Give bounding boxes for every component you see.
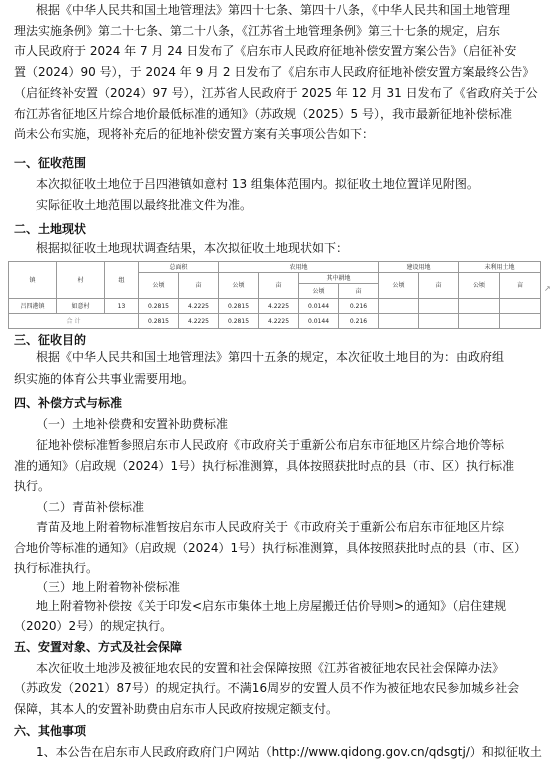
crop-compensation-line-3: 执行标准执行。 bbox=[14, 561, 99, 575]
intro-line-4: 置（2024）90 号），于 2024 年 9 月 2 日发布了《启东市人民政府征地补偿安置方案最终公告》 bbox=[14, 65, 535, 79]
table-row bbox=[9, 299, 541, 314]
purpose-line-2: 织实施的体育公共事业需要用地。 bbox=[14, 372, 195, 386]
cell-construction-ha bbox=[379, 299, 419, 314]
cell-sum-arable-ha: 0.0144 bbox=[299, 314, 339, 329]
other-line-1: 1、本公告在启东市人民政府政府门户网站（http://www.qidong.gov.cn/qdsgtj/）和拟征收土 bbox=[36, 745, 542, 759]
header-town: 镇 bbox=[9, 262, 57, 299]
section-heading-scope: 一、征收范围 bbox=[14, 156, 87, 170]
cell-empty bbox=[500, 314, 541, 329]
cell-sum-farm-mu: 4.2225 bbox=[259, 314, 299, 329]
header-unit-mu: 亩 bbox=[419, 273, 459, 299]
cell-farm-mu: 4.2225 bbox=[259, 299, 299, 314]
cell-sum-arable-mu: 0.216 bbox=[339, 314, 379, 329]
cell-total-ha: 0.2815 bbox=[139, 299, 179, 314]
cell-sum-farm-ha: 0.2815 bbox=[219, 314, 259, 329]
attachment-compensation-line-2: （2020）2号）的规定执行。 bbox=[14, 619, 173, 633]
cell-total-label: 合 计 bbox=[9, 314, 139, 329]
intro-line-3: 市人民政府于 2024 年 7 月 24 日发布了《启东市人民政府征地补偿安置方案公告》（启征补安 bbox=[14, 44, 517, 58]
cell-empty bbox=[459, 314, 500, 329]
header-unit-ha: 公顷 bbox=[379, 273, 419, 299]
cell-empty bbox=[379, 314, 419, 329]
attachment-compensation-line-1: 地上附着物补偿按《关于印发<启东市集体土地上房屋搬迁估价导则>的通知》（启住建规 bbox=[36, 599, 507, 613]
intro-line-7: 尚未公布实施，现将补充后的征地补偿安置方案有关事项公告如下： bbox=[14, 127, 375, 141]
land-compensation-line-2: 准的通知》（启政规（2024）1号）执行标准测算，具体按照获批时点的县（市、区）执行标准 bbox=[14, 459, 515, 473]
header-unit-ha: 公顷 bbox=[299, 284, 339, 299]
cell-unused-ha bbox=[459, 299, 500, 314]
header-unit-mu: 亩 bbox=[259, 273, 299, 299]
resettlement-line-1: 本次征收土地涉及被征地农民的安置和社会保障按照《江苏省被征地农民社会保障办法》 bbox=[36, 661, 505, 675]
header-unit-mu: 亩 bbox=[339, 284, 379, 299]
subheading-land-compensation: （一）土地补偿费和安置补助费标准 bbox=[36, 417, 229, 431]
cell-empty bbox=[419, 314, 459, 329]
header-group: 组 bbox=[105, 262, 139, 299]
cell-sum-total-ha: 0.2815 bbox=[139, 314, 179, 329]
intro-line-6: 布江苏省征地区片综合地价最低标准的通知》（苏政规（2025）5 号），我市最新征地补偿标准 bbox=[14, 107, 512, 121]
cell-sum-total-mu: 4.2225 bbox=[179, 314, 219, 329]
table-total-row bbox=[9, 314, 541, 329]
status-intro: 根据拟征收土地现状调查结果，本次拟征收土地现状如下： bbox=[36, 241, 349, 255]
cell-group: 13 bbox=[105, 299, 139, 314]
section-heading-purpose: 三、征收目的 bbox=[14, 333, 87, 347]
header-unit-ha: 公顷 bbox=[139, 273, 179, 299]
section-heading-resettlement: 五、安置对象、方式及社会保障 bbox=[14, 640, 183, 654]
cell-village: 如意村 bbox=[57, 299, 105, 314]
resettlement-line-2: （苏政发（2021）87号）的规定执行。不满16周岁的安置人员不作为被征地农民参加城乡社会 bbox=[14, 681, 520, 695]
section-heading-compensation: 四、补偿方式与标准 bbox=[14, 396, 123, 410]
crop-compensation-line-2: 合地价等标准的通知》（启政规（2024）1号）执行标准测算，具体按照获批时点的县（市、区） bbox=[14, 541, 527, 555]
intro-line-2: 理法实施条例》第二十七条、第二十八条，《江苏省土地管理条例》第三十七条的规定，启东 bbox=[14, 24, 501, 38]
subheading-attachment-compensation: （三）地上附着物补偿标准 bbox=[36, 580, 181, 594]
intro-line-5: （启征终补安置（2024）97 号），江苏省人民政府于 2025 年 12 月 31 日发布了《省政府关于公 bbox=[14, 86, 538, 100]
header-total-area: 总面积 bbox=[139, 262, 219, 273]
section-heading-other: 六、其他事项 bbox=[14, 724, 87, 738]
cell-town: 吕四港镇 bbox=[9, 299, 57, 314]
cell-farm-ha: 0.2815 bbox=[219, 299, 259, 314]
header-village: 村 bbox=[57, 262, 105, 299]
cell-unused-mu bbox=[500, 299, 541, 314]
scope-line-1: 本次拟征收土地位于吕四港镇如意村 13 组集体范围内。拟征收土地位置详见附图。 bbox=[36, 177, 479, 191]
section-heading-status: 二、土地现状 bbox=[14, 222, 87, 236]
header-farmland: 农用地 bbox=[219, 262, 379, 273]
header-unit-mu: 亩 bbox=[500, 273, 541, 299]
land-compensation-line-1: 征地补偿标准暂参照启东市人民政府《市政府关于重新公布启东市征地区片综合地价等标 bbox=[36, 438, 505, 452]
header-arable-land: 其中耕地 bbox=[299, 273, 379, 284]
cell-arable-ha: 0.0144 bbox=[299, 299, 339, 314]
cell-construction-mu bbox=[419, 299, 459, 314]
header-unit-mu: 亩 bbox=[179, 273, 219, 299]
land-compensation-line-3: 执行。 bbox=[14, 479, 51, 493]
land-status-table bbox=[8, 261, 541, 329]
header-unit-ha: 公顷 bbox=[219, 273, 259, 299]
crop-compensation-line-1: 青苗及地上附着物标准暂按启东市人民政府关于《市政府关于重新公布启东市征地区片综 bbox=[36, 520, 505, 534]
header-construction-land: 建设用地 bbox=[379, 262, 459, 273]
intro-line-1: 根据《中华人民共和国土地管理法》第四十七条、第四十八条，《中华人民共和国土地管理 bbox=[36, 3, 511, 17]
cell-arable-mu: 0.216 bbox=[339, 299, 379, 314]
cell-total-mu: 4.2225 bbox=[179, 299, 219, 314]
table-handle-marker: ↗ bbox=[544, 284, 551, 293]
purpose-line-1: 根据《中华人民共和国土地管理法》第四十五条的规定，本次征收土地目的为：由政府组 bbox=[36, 350, 505, 364]
resettlement-line-3: 保障，其本人的安置补助费由启东市人民政府按规定额支付。 bbox=[14, 702, 339, 716]
header-unit-ha: 公顷 bbox=[459, 273, 500, 299]
subheading-crop-compensation: （二）青苗补偿标准 bbox=[36, 500, 145, 514]
scope-line-2: 实际征收土地范围以最终批准文件为准。 bbox=[36, 198, 253, 212]
header-unused-land: 未利用土地 bbox=[459, 262, 541, 273]
table-header-row bbox=[9, 262, 541, 273]
